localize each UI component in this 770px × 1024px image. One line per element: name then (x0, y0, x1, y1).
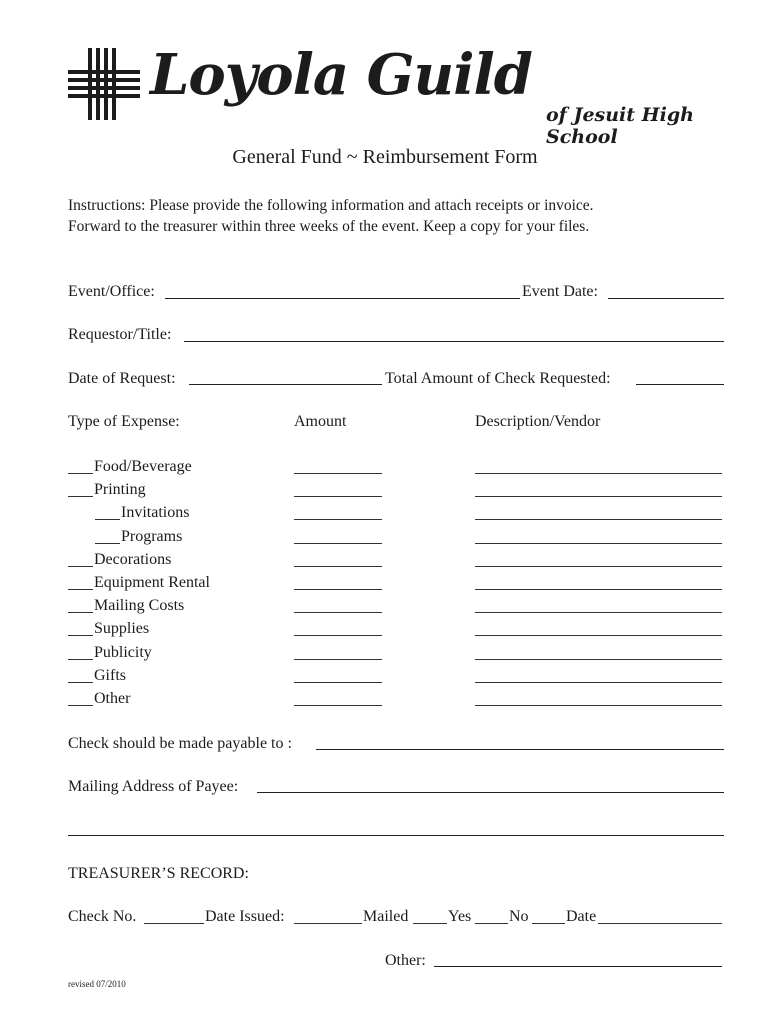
payable-to-field[interactable] (316, 749, 724, 750)
logo-subtitle: of Jesuit High School (546, 104, 694, 148)
amount-field[interactable] (294, 589, 382, 590)
expense-check-blank[interactable] (68, 612, 93, 613)
check-no-field[interactable] (144, 923, 204, 924)
treasurer-date-field[interactable] (598, 923, 722, 924)
yes-label: Yes (448, 908, 472, 925)
amount-field[interactable] (294, 635, 382, 636)
expense-label: Decorations (94, 550, 172, 568)
amount-field[interactable] (294, 496, 382, 497)
description-vendor-field[interactable] (475, 659, 722, 660)
description-vendor-field[interactable] (475, 705, 722, 706)
payable-to-label: Check should be made payable to : (68, 735, 292, 752)
expense-check-blank[interactable] (68, 705, 93, 706)
expense-check-blank[interactable] (68, 659, 93, 660)
cross-emblem-icon (68, 48, 140, 120)
event-date-label: Event Date: (522, 283, 598, 300)
amount-field[interactable] (294, 682, 382, 683)
expense-check-blank[interactable] (68, 635, 93, 636)
check-no-label: Check No. (68, 908, 137, 925)
logo-name: Loyola Guild (150, 42, 532, 108)
amount-field[interactable] (294, 543, 382, 544)
amount-field[interactable] (294, 519, 382, 520)
mailing-address-field-line-2[interactable] (68, 835, 724, 836)
total-amount-field[interactable] (636, 384, 724, 385)
header-type-of-expense: Type of Expense: (68, 413, 180, 430)
expense-label: Supplies (94, 620, 150, 638)
expense-label: Mailing Costs (94, 597, 185, 615)
amount-field[interactable] (294, 659, 382, 660)
date-label: Date (566, 908, 597, 925)
expense-label: Food/Beverage (94, 458, 192, 475)
date-blank[interactable] (532, 923, 565, 924)
requestor-title-field[interactable] (184, 341, 724, 342)
description-vendor-field[interactable] (475, 635, 722, 636)
mailed-no-blank[interactable] (475, 923, 508, 924)
page-title: General Fund ~ Reimbursement Form (232, 146, 538, 168)
description-vendor-field[interactable] (475, 473, 722, 474)
expense-label: Gifts (94, 666, 126, 684)
treasurer-record-heading: TREASURER’S RECORD: (68, 865, 249, 882)
no-label: No (509, 908, 529, 925)
total-amount-label: Total Amount of Check Requested: (385, 370, 611, 387)
other-field[interactable] (434, 966, 722, 967)
description-vendor-field[interactable] (475, 566, 722, 567)
revised-date: revised 07/2010 (68, 979, 126, 989)
event-office-label: Event/Office: (68, 283, 155, 300)
requestor-title-label: Requestor/Title: (68, 326, 172, 343)
expense-label: Other (94, 690, 131, 707)
description-vendor-field[interactable] (475, 543, 722, 544)
instructions-line-1: Instructions: Please provide the following information and attach receipts or invoice. (68, 197, 594, 214)
mailing-address-field[interactable] (257, 792, 724, 793)
amount-field[interactable] (294, 705, 382, 706)
expense-label: Publicity (94, 643, 152, 661)
date-issued-field[interactable] (294, 923, 362, 924)
description-vendor-field[interactable] (475, 496, 722, 497)
event-date-field[interactable] (608, 298, 724, 299)
date-of-request-label: Date of Request: (68, 370, 176, 387)
header-description-vendor: Description/Vendor (475, 413, 601, 430)
expense-label: Equipment Rental (94, 574, 210, 591)
description-vendor-field[interactable] (475, 612, 722, 613)
instructions-line-2: Forward to the treasurer within three weeks of the event. Keep a copy for your files. (68, 218, 590, 235)
other-label: Other: (385, 952, 426, 969)
header-amount: Amount (294, 413, 347, 430)
amount-field[interactable] (294, 566, 382, 567)
expense-label: Invitations (121, 504, 190, 522)
expense-label: Programs (121, 527, 183, 545)
expense-check-blank[interactable] (68, 496, 93, 497)
description-vendor-field[interactable] (475, 589, 722, 590)
expense-check-blank[interactable] (95, 519, 120, 520)
event-office-field[interactable] (165, 298, 520, 299)
date-issued-label: Date Issued: (205, 908, 285, 925)
description-vendor-field[interactable] (475, 519, 722, 520)
expense-check-blank[interactable] (68, 473, 93, 474)
date-of-request-field[interactable] (189, 384, 382, 385)
amount-field[interactable] (294, 612, 382, 613)
expense-check-blank[interactable] (68, 566, 93, 567)
mailing-address-label: Mailing Address of Payee: (68, 778, 239, 795)
expense-check-blank[interactable] (68, 589, 93, 590)
mailed-label: Mailed (363, 908, 409, 925)
expense-check-blank[interactable] (68, 682, 93, 683)
description-vendor-field[interactable] (475, 682, 722, 683)
amount-field[interactable] (294, 473, 382, 474)
expense-label: Printing (94, 481, 146, 499)
expense-check-blank[interactable] (95, 543, 120, 544)
mailed-yes-blank[interactable] (413, 923, 447, 924)
